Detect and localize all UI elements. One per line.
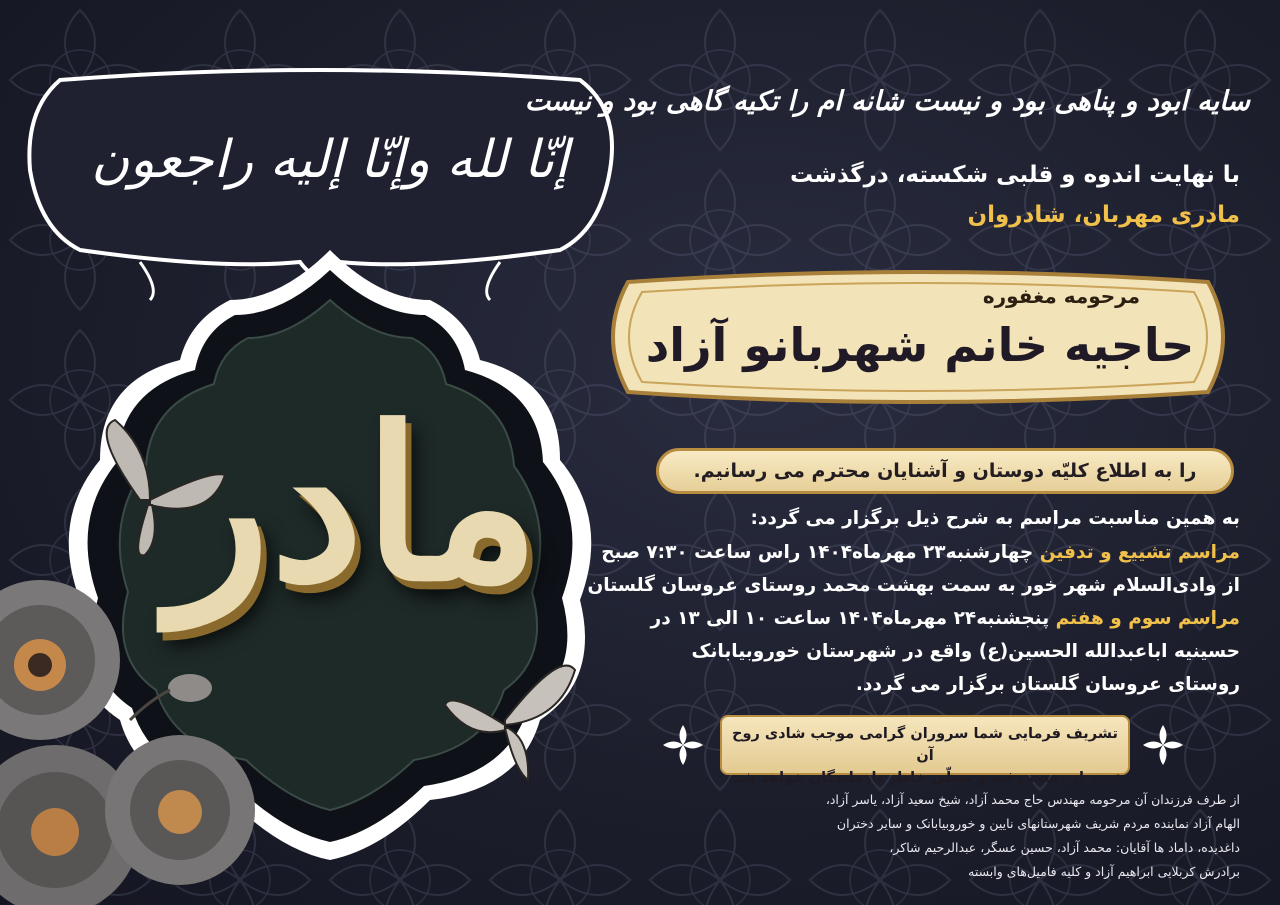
calligraphy-verse: إنّا لله وإنّا إليه راجعون (91, 130, 569, 190)
closing-line-2: عزیز از دست رفته و تسلّی خاطر بازماندگان خواهد شد. (727, 770, 1123, 786)
memorial-time: پنجشنبه۲۴ مهرماه۱۴۰۴ ساعت ۱۰ الی ۱۳ در (650, 608, 1056, 629)
signature-line: از طرف فرزندان آن مرحومه مهندس حاج محمد آزاد، شیخ سعید آزاد، یاسر آزاد، (825, 792, 1240, 807)
memorial-location: روستای عروسان گلستان برگزار می گردد. (855, 674, 1240, 695)
memorial-line (651, 608, 1240, 629)
funeral-route: از وادی‌السلام شهر خور به سمت بهشت محمد روستای عروسان گلستان (587, 575, 1240, 596)
memorial-label: مراسم سوم و هفتم (1055, 608, 1240, 629)
madar-calligraphy: مادر (168, 381, 540, 628)
ceremony-intro: به همین مناسبت مراسم به شرح ذیل برگزار می گردد: (750, 508, 1240, 529)
signature-line: داغدیده، داماد ها آقایان: محمد آزاد، حسین عسگر، عبدالرحیم شاکر، (889, 840, 1240, 855)
funeral-line (601, 542, 1240, 563)
deceased-prefix: مرحومه مغفوره (982, 284, 1140, 308)
closing-message (720, 715, 1130, 786)
memorial-venue: حسینیه اباعبدالله الحسین(ع) واقع در شهرستان خوروبیابانک (691, 641, 1240, 662)
announce-banner: را به اطلاع کلیّه دوستان و آشنایان محترم می رسانیم. (656, 448, 1234, 494)
subtitle-text: مادری مهربان، شادروان (967, 202, 1240, 228)
funeral-time: چهارشنبه۲۳ مهرماه۱۴۰۴ راس ساعت ۷:۳۰ صبح (601, 542, 1040, 563)
signature-line: الهام آزاد نماینده مردم شریف شهرستانهای نایین و خوروبیابانک و سایر دختران (836, 816, 1240, 831)
closing-line-1: تشریف فرمایی شما سروران گرامی موجب شادی روح آن (732, 726, 1118, 764)
ornament-icon (1140, 722, 1186, 768)
deceased-name: حاجیه خانم شهربانو آزاد (645, 318, 1195, 372)
flower-icon (105, 735, 255, 885)
intro-text: با نهایت اندوه و قلبی شکسته، درگذشت (790, 162, 1240, 188)
funeral-label: مراسم تشییع و تدفین (1039, 542, 1240, 563)
poem-verse: سایه ابود و پناهی بود و نیست شانه ام را تکیه گاهی بود و نیست (524, 86, 1250, 117)
ornament-icon (660, 722, 706, 768)
signature-line: برادرش کربلایی ابراهیم آزاد و کلیه فامیل‌های وابسته (968, 864, 1240, 879)
